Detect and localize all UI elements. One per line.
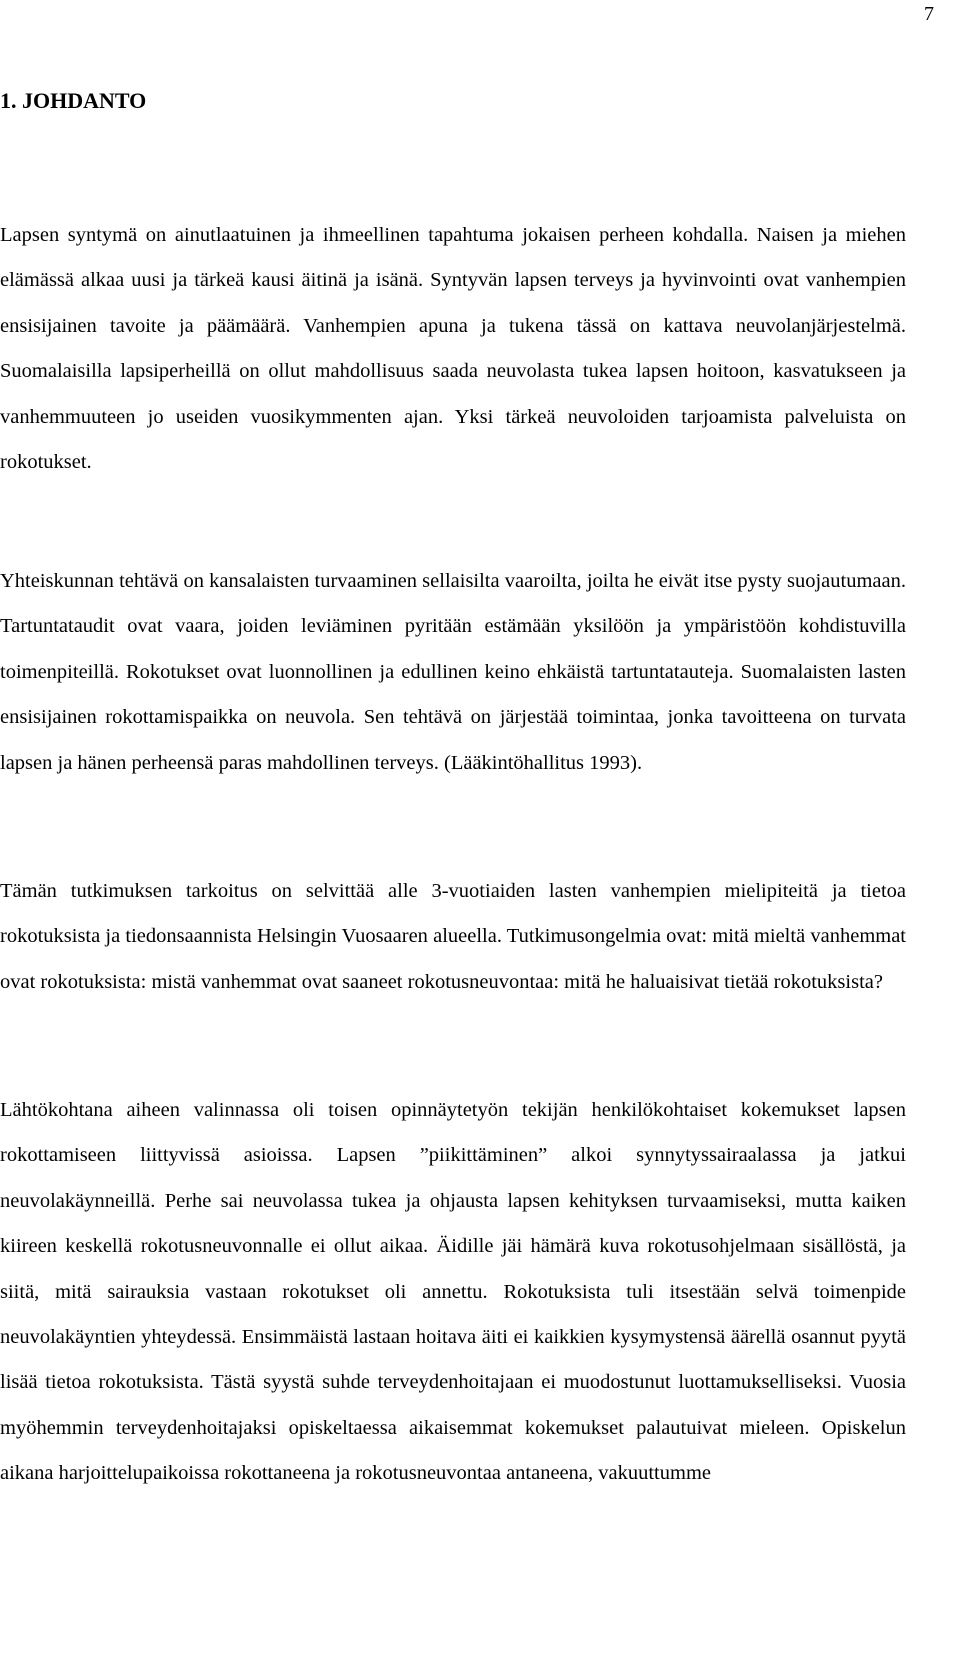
paragraph: Tämän tutkimuksen tarkoitus on selvittää alle 3-vuotiaiden lasten vanhempien mielipiteitä ja tietoa rokotuksista ja tiedonsaannista Helsingin Vuosaaren alueella. Tutkimusongelmia ovat: mitä mieltä vanhemmat ovat rokotuksista: mistä vanhemmat ovat saaneet rokotusneuvontaa: mitä he haluaisivat tietää rokotuksista? xyxy=(0,880,906,993)
chapter-heading: 1. JOHDANTO xyxy=(0,88,147,113)
paragraph: Yhteiskunnan tehtävä on kansalaisten turvaaminen sellaisilta vaaroilta, joilta he eivät itse pysty suojautumaan. Tartuntataudit ovat vaara, joiden leviäminen pyritään estämään yksilöön ja ympäristöön kohdistuvilla toimenpiteillä. Rokotukset ovat luonnollinen ja edullinen keino ehkäistä tartuntatauteja. Suomalaisten lasten ensisijainen rokottamispaikka on neuvola. Sen tehtävä on järjestää toimintaa, jonka tavoitteena on turvata lapsen ja hänen perheensä paras mahdollinen terveys. (Lääkintöhallitus 1993). xyxy=(0,570,906,774)
page-number: 7 xyxy=(924,3,934,25)
paragraph: Lähtökohtana aiheen valinnassa oli toisen opinnäytetyön tekijän henkilökohtaiset kokemukset lapsen rokottamiseen liittyvissä asioissa. Lapsen ”piikittäminen” alkoi synnytyssairaalassa ja jatkui neuvolakäynneillä. Perhe sai neuvolassa tukea ja ohjausta lapsen kehityksen turvaamiseksi, mutta kaiken kiireen keskellä rokotusneuvonnalle ei ollut aikaa. Äidille jäi hämärä kuva rokotusohjelmaan sisällöstä, ja siitä, mitä sairauksia vastaan rokotukset oli annettu. Rokotuksista tuli itsestään selvä toimenpide neuvolakäyntien yhteydessä. Ensimmäistä lastaan hoitava äiti ei kaikkien kysymystensä äärellä osannut pyytä lisää tietoa rokotuksista. Tästä syystä suhde terveydenhoitajaan ei muodostunut luottamukselliseksi. Vuosia myöhemmin terveydenhoitajaksi opiskeltaessa aikaisemmat kokemukset palautuivat mieleen. Opiskelun aikana harjoittelupaikoissa rokottaneena ja rokotusneuvontaa antaneena, vakuuttumme xyxy=(0,1099,906,1485)
paragraph: Lapsen syntymä on ainutlaatuinen ja ihmeellinen tapahtuma jokaisen perheen kohdalla. Naisen ja miehen elämässä alkaa uusi ja tärkeä kausi äitinä ja isänä. Syntyvän lapsen terveys ja hyvinvointi ovat vanhempien ensisijainen tavoite ja päämäärä. Vanhempien apuna ja tukena tässä on kattava neuvolanjärjestelmä. Suomalaisilla lapsiperheillä on ollut mahdollisuus saada neuvolasta tukea lapsen hoitoon, kasvatukseen ja vanhemmuuteen jo useiden vuosikymmenten ajan. Yksi tärkeä neuvoloiden tarjoamista palveluista on rokotukset. xyxy=(0,224,906,474)
